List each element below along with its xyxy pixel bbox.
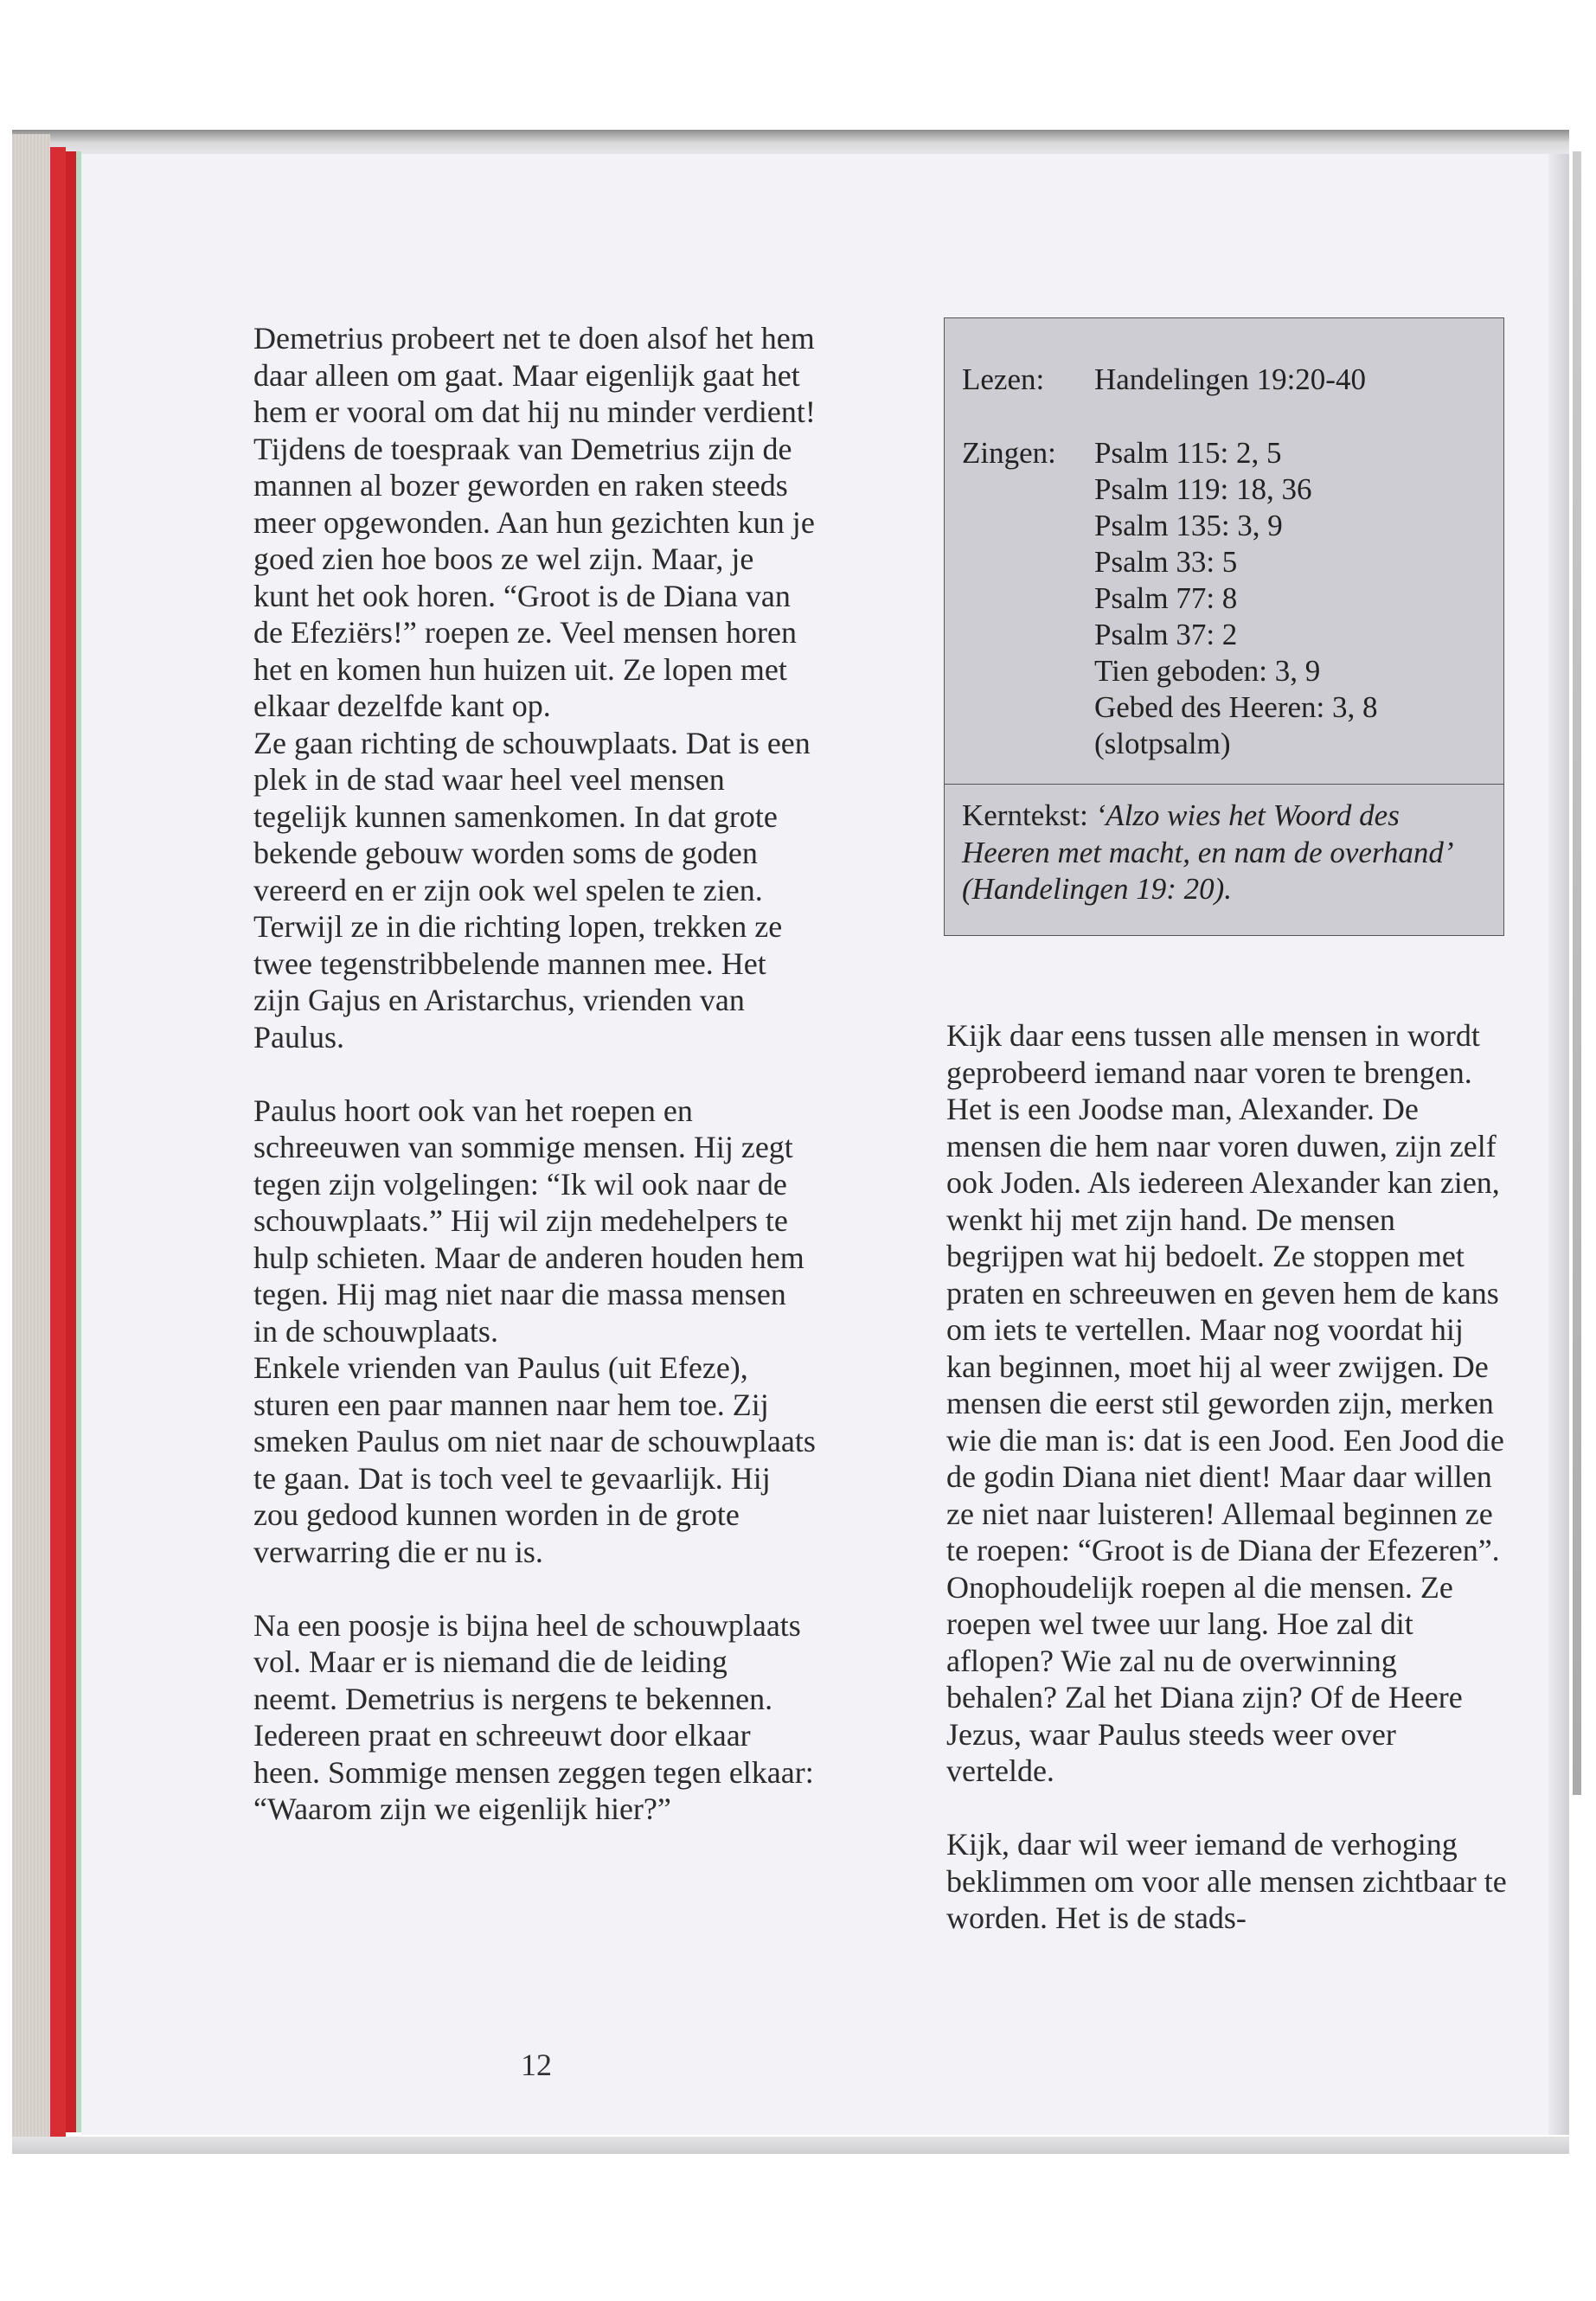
book-cover-edge — [12, 134, 50, 2154]
box-divider — [945, 784, 1503, 785]
zingen-item: Psalm 77: 8 — [1094, 581, 1238, 615]
lezen-value: Handelingen 19:20-40 — [1094, 362, 1366, 396]
paragraph: Ze gaan richting de schouwplaats. Dat is een plek in de stad waar heel veel mensen tegelijk kunnen samenkomen. In dat grote bekende gebouw worden soms de goden vereerd en er zijn ook wel spelen te zien. Terwijl ze in die richting lopen, trekken ze twee tegenstribbelende mannen mee. Het zijn Gajus en Aristarchus, vrienden van Paulus. — [253, 725, 811, 1054]
zingen-label: Zingen: — [962, 436, 1056, 470]
page-number: 12 — [521, 2048, 552, 2082]
facing-page-edge — [1573, 151, 1581, 1795]
reading-info-box — [944, 317, 1504, 936]
book-top-edge — [12, 130, 1569, 156]
page-gutter-shadow — [1548, 154, 1569, 2135]
right-text-column — [946, 1017, 1509, 1937]
paragraph: Kijk daar eens tussen alle mensen in wordt geprobeerd iemand naar voren te brengen. Het is een Joodse man, Alexander. De mensen die hem naar voren duwen, zijn zelf ook Joden. Als iedereen Alexander kan zien, wenkt hij met zijn hand. De mensen begrijpen wat hij bedoelt. Ze stoppen met praten en schreeuwen en geven hem de kans om iets te vertellen. Maar nog voordat hij kan beginnen, moet hij al weer zwijgen. De mensen die eerst stil geworden zijn, merken wie die man is: dat is een Jood. Een Jood die de godin Diana niet dient! Maar daar willen ze niet naar luisteren! Allemaal beginnen ze te roepen: “Groot is de Diana der Efezeren”. Onophoudelijk roepen al die mensen. Ze roepen wel twee uur lang. Hoe zal dit aflopen? Wie zal nu de overwinning behalen? Zal het Diana zijn? Of de Heere Jezus, waar Paulus steeds weer over vertelde. — [946, 1018, 1504, 1788]
red-page-edge — [50, 147, 66, 2137]
paragraph: Paulus hoort ook van het roepen en schreeuwen van sommige mensen. Hij zegt tegen zijn volgelingen: “Ik wil ook naar de schouwplaats.” Hij wil zijn medehelpers te hulp schieten. Maar de anderen houden hem tegen. Hij mag niet naar die massa mensen in de schouwplaats. — [253, 1093, 804, 1349]
paragraph: Demetrius probeert net te doen alsof het hem daar alleen om gaat. Maar eigenlijk gaat het hem er vooral om dat hij nu minder verdient! — [253, 321, 816, 429]
zingen-item: Psalm 37: 2 — [1094, 618, 1238, 651]
book-bottom-edge — [12, 2137, 1569, 2154]
zingen-item: Psalm 119: 18, 36 — [1094, 472, 1312, 506]
kerntekst — [962, 798, 1494, 908]
paragraph: Kijk, daar wil weer iemand de verhoging beklimmen om voor alle mensen zichtbaar te worden. Het is de stads- — [946, 1827, 1507, 1935]
lezen-label: Lezen: — [962, 362, 1045, 396]
zingen-item: Psalm 33: 5 — [1094, 545, 1238, 579]
paragraph: Enkele vrienden van Paulus (uit Efeze), sturen een paar mannen naar hem toe. Zij smeken Paulus om niet naar de schouwplaats te gaan. Dat is toch veel te gevaarlijk. Hij zou gedood kunnen worden in de grote verwarring die er nu is. — [253, 1350, 816, 1569]
zingen-item: Gebed des Heeren: 3, 8 — [1094, 690, 1378, 724]
zingen-item: Psalm 115: 2, 5 — [1094, 436, 1282, 470]
paragraph: Na een poosje is bijna heel de schouwplaats vol. Maar er is niemand die de leiding neemt. Demetrius is nergens te bekennen. Iedereen praat en schreeuwt door elkaar heen. Sommige mensen zeggen tegen elkaar: “Waarom zijn we eigenlijk hier?” — [253, 1607, 814, 1826]
zingen-item: (slotpsalm) — [1094, 727, 1231, 760]
kerntekst-quote: ‘Alzo wies het Woord des Heeren met macht, en nam de overhand’ (Handelingen 19: 20). — [962, 798, 1451, 906]
zingen-item: Psalm 135: 3, 9 — [1094, 509, 1283, 542]
red-page-edge-inner — [66, 151, 76, 2132]
paragraph: Tijdens de toespraak van Demetrius zijn de mannen al bozer geworden en raken steeds meer opgewonden. Aan hun gezichten kun je goed zien hoe boos ze wel zijn. Maar, je kunt het ook horen. “Groot is de Diana van de Efeziërs!” roepen ze. Veel mensen horen het en komen hun huizen uit. Ze lopen met elkaar dezelfde kant op. — [253, 431, 815, 723]
kerntekst-label: Kerntekst: — [962, 798, 1088, 832]
zingen-item: Tien geboden: 3, 9 — [1094, 654, 1321, 688]
left-text-column — [253, 320, 816, 1828]
